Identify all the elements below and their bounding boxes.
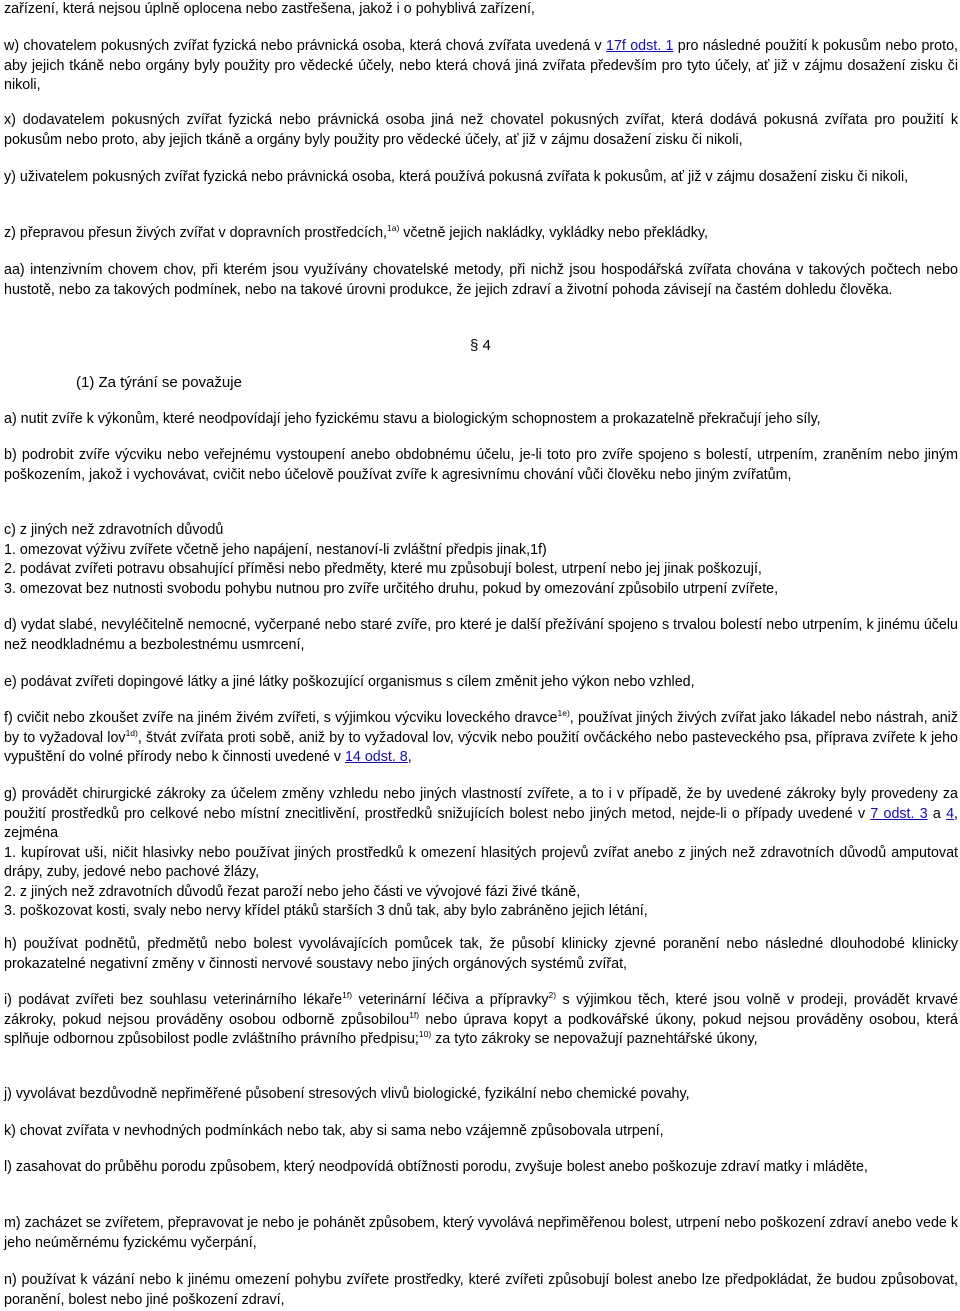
paragraph-e: e) podávat zvířeti dopingové látky a jiné látky poškozující organismus s cílem změnit jeho výkon nebo vzhled, [4,674,695,690]
section-heading: § 4 [470,337,491,354]
paragraph-k: k) chovat zvířata v nevhodných podmínkách nebo tak, aby si sama nebo vzájemně způsobovala utrpení, [4,1123,664,1139]
paragraph-f [4,709,958,768]
paragraph-f-text-a: f) cvičit nebo zkoušet zvíře na jiném živém zvířeti, s výjimkou výcviku loveckého dravce [4,710,558,726]
paragraph-c-item-2: 2. podávat zvířeti potravu obsahující příměsi nebo předměty, které mu způsobují bolest, utrpení nebo jej jinak poškozují, [4,561,762,577]
link-14-odst-8[interactable]: 14 odst. 8 [344,749,408,765]
paragraph-g-item-2: 2. z jiných než zdravotních důvodů řezat paroží nebo jeho části ve vývojové fázi živé tkáně, [4,883,581,900]
paragraph-g-text-b: , zejména [4,805,958,841]
paragraph-c [4,521,958,599]
footnote-ref-1d: 1d) [125,727,138,738]
paragraph-y: y) uživatelem pokusných zvířat fyzická nebo právnická osoba, která používá pokusná zvířata k pokusům, ať již v zájmu dosažení zisku či nikoli, [4,169,909,185]
paragraph-c-item-1: 1. omezovat výživu zvířete včetně jeho napájení, nestanoví-li zvláštní předpis jinak,1f) [4,541,547,558]
paragraph-i [4,991,958,1050]
paragraph-z-text-b: včetně jejich nakládky, vykládky nebo překládky, [399,225,708,241]
paragraph-z [4,224,958,244]
paragraph-z-text-a: z) přepravou přesun živých zvířat v dopravních prostředcích, [4,225,388,241]
paragraph-f-text-d: , [407,749,412,765]
paragraph-m: m) zacházet se zvířetem, přepravovat je nebo je pohánět způsobem, který vyvolává nepřiměřenou bolest, utrpení nebo poškození zdraví anebo vede k jeho neúměrnému fyzickému vyčerpání, [4,1215,958,1251]
section-intro: (1) Za týrání se považuje [76,374,242,391]
link-4[interactable]: 4 [946,805,955,822]
paragraph-i-text-b: veterinární léčiva a přípravky [352,992,549,1008]
paragraph-g-main [4,785,958,844]
paragraph-continuation: zařízení, která nejsou úplně oplocena nebo zastřešena, jakož i o pohyblivá zařízení, [4,1,535,17]
paragraph-x: x) dodavatelem pokusných zvířat fyzická nebo právnická osoba jiná než chovatel pokusných zvířat, která dodává pokusná zvířata pro použití k pokusům nebo proto, aby jejich tkáně a orgány byly použity pro vědecké účely, ať již v zájmu dosažení zisku či nikoli, [4,112,958,148]
footnote-ref-1f-second: 1f) [409,1009,420,1020]
paragraph-f-text-b: , používat jiných živých zvířat jako lákadel nebo nástrah, aniž by to vyžadoval lov [4,710,959,746]
footnote-ref-2: 2) [548,990,557,1000]
footnote-ref-10: 10) [418,1029,432,1039]
paragraph-aa: aa) intenzivním chovem chov, při kterém jsou využívány chovatelské metody, při nichž jsou hospodářská zvířata chována v takových počtech nebo hustotě, nebo za takových podmínek, nebo na takové úrovni produkce, že jejich zdraví a životní pohoda závisejí na častém dohledu člověka. [4,262,958,298]
paragraph-g-text-mid: a [927,805,947,822]
link-17f-odst-1[interactable]: 17f odst. 1 [606,38,674,54]
paragraph-i-text-d: nebo úprava kopyt a podkovářské úkony, pokud nejsou prováděny osobou, která splňuje odbornou způsobilost podle zvláštního právního předpisu; [4,1011,958,1047]
paragraph-b: b) podrobit zvíře výcviku nebo veřejnému vystoupení anebo obdobnému účelu, je-li toto pro zvíře spojeno s bolestí, utrpením, zraněním nebo jiným poškozením, jakož i vychovávat, cvičit nebo účelově používat zvíře k agresivnímu chování vůči člověku nebo jiným zvířatům, [4,447,958,483]
paragraph-j: j) vyvolávat bezdůvodně nepřiměřené působení stresových vlivů biologické, fyzikální nebo chemické povahy, [4,1086,690,1102]
paragraph-l: l) zasahovat do průběhu porodu způsobem, který neodpovídá obtížnosti porodu, zvyšuje bolest anebo poškozuje zdraví matky i mláděte, [4,1159,868,1175]
paragraph-g [4,785,958,922]
footnote-ref-1a: 1a) [387,223,400,233]
paragraph-d: d) vydat slabé, nevyléčitelně nemocné, vyčerpané nebo staré zvíře, pro které je další přežívání spojeno s trvalou bolestí nebo utrpením, k jinému účelu než neodkladnému a bezbolestnému usmrcení, [4,617,958,653]
paragraph-i-text-c: s výjimkou těch, které jsou volně v prodeji, provádět krvavé zákroky, pokud nejsou prováděny osobou odborně způsobilou [4,992,958,1028]
paragraph-g-item-3: 3. poškozovat kosti, svaly nebo nervy křídel ptáků starších 3 dnů tak, aby bylo zabráněno jejich létání, [4,903,648,919]
footnote-ref-1e: 1e) [557,708,570,718]
paragraph-f-text-c: , štvát zvířata proti sobě, aniž by to vyžadoval lov, výcvik nebo použití ovčáckého nebo pasteveckého psa, příprava zvířete k jeho vypuštění do volné přírody nebo k činnosti uvedené v [4,729,959,765]
paragraph-i-text-e: za tyto zákroky se nepovažují paznehtářské úkony, [431,1031,758,1047]
paragraph-c-head: c) z jiných než zdravotních důvodů [4,522,224,538]
paragraph-w-text-a: w) chovatelem pokusných zvířat fyzická nebo právnická osoba, která chová zvířata uvedená v [4,38,607,54]
paragraph-i-text-a: i) podávat zvířeti bez souhlasu veterinárního lékaře [4,992,343,1008]
link-7-odst-3[interactable]: 7 odst. 3 [870,805,928,822]
paragraph-c-item-3: 3. omezovat bez nutnosti svobodu pohybu nutnou pro zvíře určitého druhu, pokud by omezování způsobilo utrpení zvířete, [4,580,779,597]
paragraph-h: h) používat podnětů, předmětů nebo bolest vyvolávajících pomůcek tak, že působí klinicky zjevné poranění nebo následné dlouhodobé klinicky prokazatelné negativní změny v činnosti nervové soustavy nebo jiných orgánových systémů zvířat, [4,936,958,972]
paragraph-w-text-b: pro následné použití k pokusům nebo proto, aby jejich tkáně nebo orgány byly použity pro vědecké účely, nebo která chová jiná zvířata především pro tyto účely, ať již v zájmu dosažení zisku či nikoli, [4,38,958,93]
paragraph-g-text-a: g) provádět chirurgické zákroky za účelem změny vzhledu nebo jiných vlastností zvířete, a to i v případě, že by uvedené zákroky byly provedeny za použití prostředků pro celkové nebo místní znecitlivění, prostředků snižujících bolest nebo jiných metod, nejde-li o případy uvedené v [4,786,958,822]
footnote-ref-1f: 1f) [342,990,353,1000]
paragraph-g-item-1: 1. kupírovat uši, ničit hlasivky nebo používat jiných prostředků k omezení hlasitých projevů zvířat anebo z jiných než zdravotních důvodů amputovat drápy, zuby, jedové nebo pachové žlázy, [4,844,958,880]
paragraph-w [4,37,958,96]
paragraph-n: n) používat k vázání nebo k jinému omezení pohybu zvířete prostředky, které zvířeti způsobují bolest anebo lze předpokládat, že budou způsobovat, poranění, bolest nebo jiné poškození zdraví, [4,1272,958,1308]
paragraph-a: a) nutit zvíře k výkonům, které neodpovídají jeho fyzickému stavu a biologickým schopnostem a prokazatelně překračují jeho síly, [4,411,821,427]
